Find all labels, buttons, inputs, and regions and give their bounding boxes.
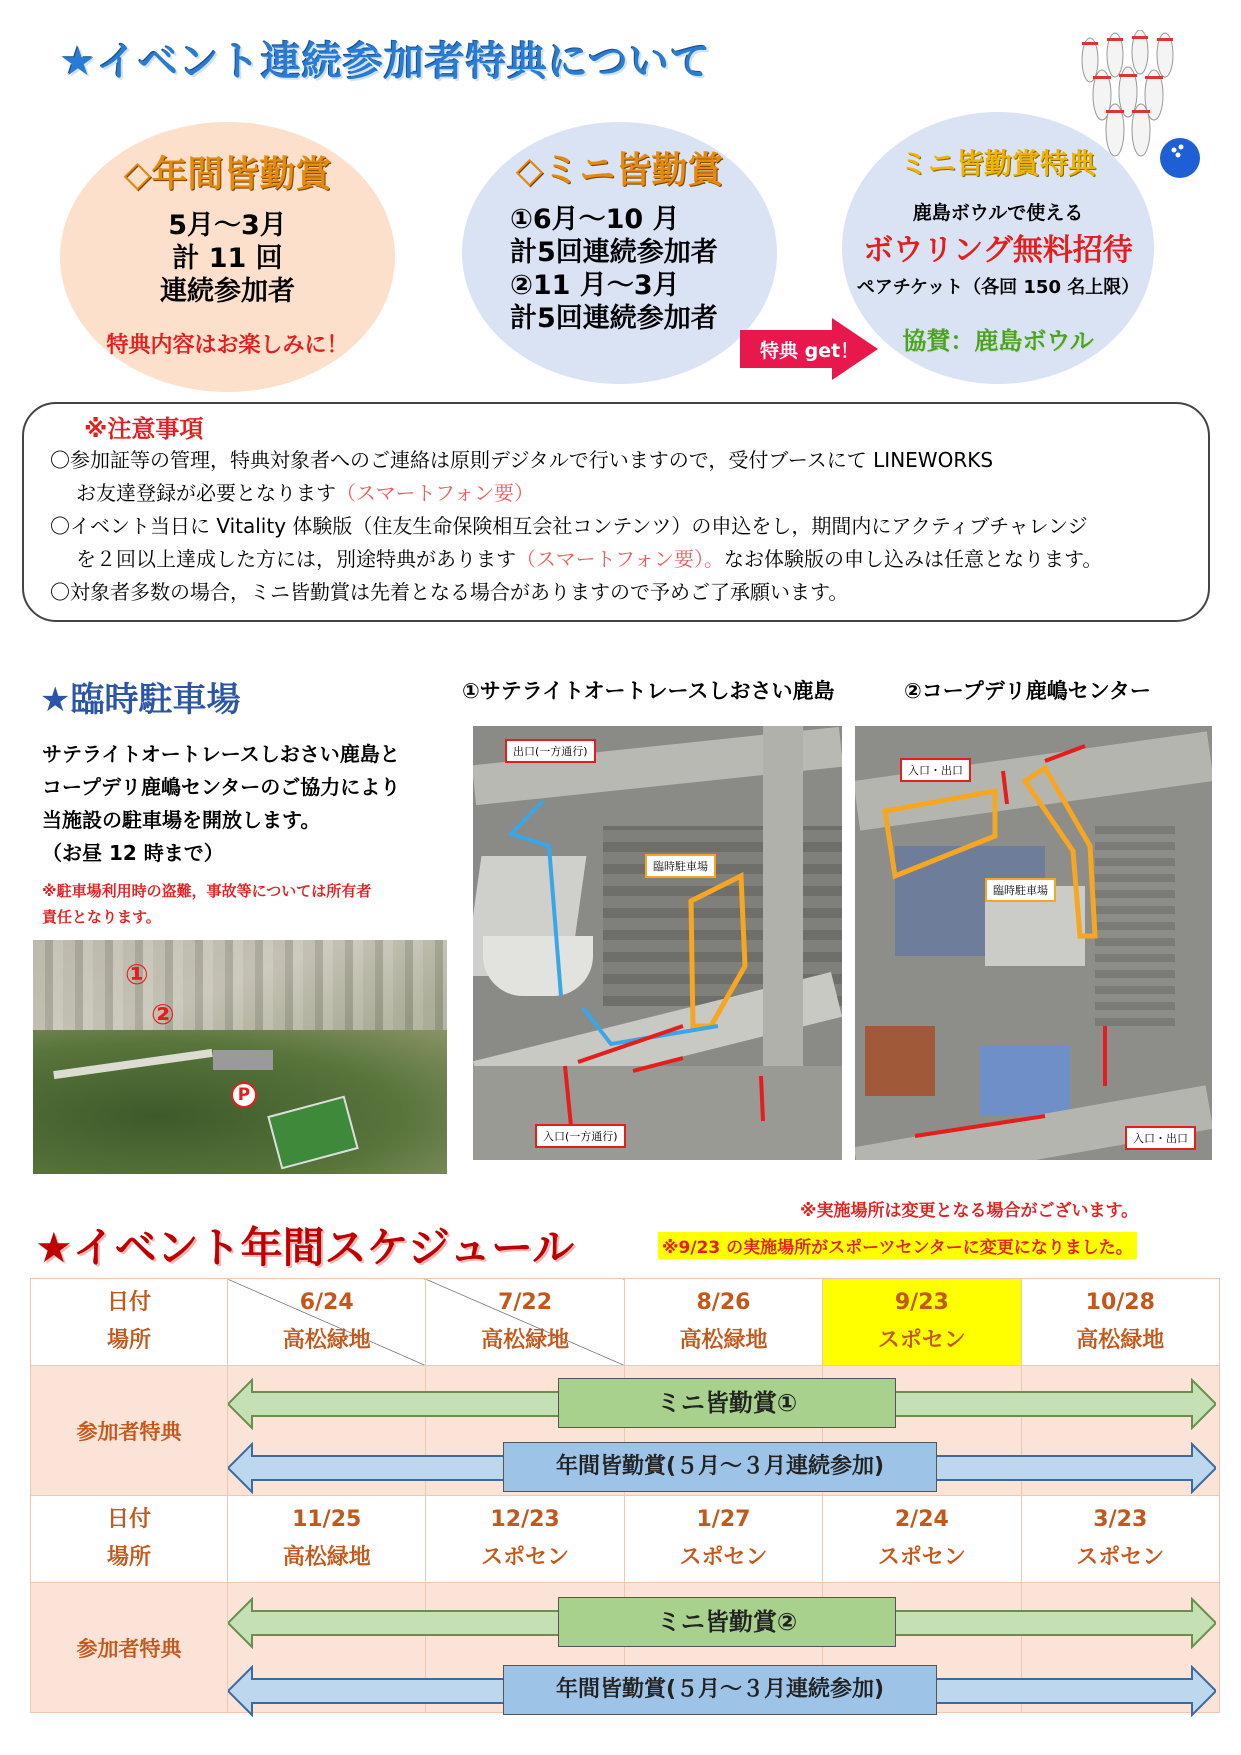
perk-line1: 鹿島ボウルで使える: [912, 202, 1084, 224]
parking-p2: コープデリ鹿嶋センターのご協力により: [42, 775, 401, 799]
cell-date: 9/23: [894, 1290, 949, 1315]
schedule-note1: ※実施場所は変更となる場合がございます。: [800, 1201, 1139, 1221]
site1-exit-label: 出口(一方通行): [505, 739, 596, 763]
site1-entry-label: 入口(一方通行): [535, 1124, 626, 1148]
overview-map: [33, 940, 447, 1174]
schedule-cell: [1021, 1279, 1219, 1366]
get-label: 特典 get！: [760, 340, 860, 362]
date-label: 日付: [106, 1507, 151, 1532]
site1-map: [473, 726, 842, 1160]
schedule-row-dates-2: [31, 1496, 1220, 1583]
date-place-header: [31, 1496, 228, 1583]
notice-line2: お友達登録が必要となります: [76, 481, 336, 505]
site2-lot-label: 臨時駐車場: [985, 878, 1056, 902]
parking-warn2: 責任となります。: [42, 908, 161, 926]
cell-place: スポセン: [1076, 1545, 1165, 1570]
mini1-tag: ミニ皆勤賞①: [558, 1378, 896, 1428]
schedule-cell: [228, 1279, 426, 1366]
cell-place: 高松緑地: [679, 1328, 768, 1353]
cell-place: 高松緑地: [1076, 1328, 1165, 1353]
schedule-cell: [624, 1279, 822, 1366]
schedule-cell: [823, 1496, 1021, 1583]
mini-line2: 計5回連続参加者: [510, 237, 718, 268]
site1-lot-label: 臨時駐車場: [645, 854, 716, 878]
mini-award-title: ◇ミニ皆勤賞: [515, 150, 724, 191]
schedule-cell: [228, 1496, 426, 1583]
annual-line2: 計 11 回: [172, 243, 283, 274]
place-label: 場所: [106, 1328, 151, 1353]
benefit-label: 参加者特典: [31, 1583, 228, 1713]
site2-title: ②コープデリ鹿嶋センター: [904, 679, 1151, 703]
date-place-header: [31, 1279, 228, 1366]
site2-top-label: 入口・出口: [900, 758, 971, 782]
cell-place: 高松緑地: [481, 1328, 570, 1353]
cell-place: スポセン: [877, 1328, 966, 1353]
annual-note: 特典内容はお楽しみに！: [106, 333, 349, 358]
parking-p1: サテライトオートレースしおさい鹿島と: [42, 742, 400, 766]
cell-date: 1/27: [696, 1507, 751, 1532]
mini-line4: 計5回連続参加者: [510, 303, 718, 334]
mini-line1: ①6月～10 月: [510, 204, 680, 235]
perk-circle: [842, 112, 1154, 384]
notice-line4: を２回以上達成した方には，別途特典があります: [76, 547, 516, 571]
map-parking-marker: P: [231, 1082, 257, 1108]
map-marker-1: ①: [125, 958, 149, 991]
perk-sponsor: 協賛：鹿島ボウル: [902, 327, 1094, 355]
cell-date: 7/22: [498, 1290, 553, 1315]
notice-line1: 〇参加証等の管理，特典対象者へのご連絡は原則デジタルで行いますので，受付ブースにて LINEWORKS: [50, 448, 994, 472]
mini-award-circle: [462, 122, 777, 384]
parking-title: ★臨時駐車場: [40, 680, 241, 720]
perk-title: ミニ皆勤賞特典: [899, 147, 1096, 180]
notice-line5: 〇対象者多数の場合，ミニ皆勤賞は先着となる場合がありますので予めご了承願います。: [50, 580, 849, 604]
parking-warn1: ※駐車場利用時の盗難，事故等については所有者: [42, 882, 372, 900]
cell-date: 10/28: [1085, 1290, 1155, 1315]
notice-line3: 〇イベント当日に Vitality 体験版（住友生命保険相互会社コンテンツ）の申込をし，期間内にアクティブチャレンジ: [50, 514, 1088, 538]
notice-title: ※注意事項: [84, 415, 204, 443]
map-marker-2: ②: [151, 998, 175, 1031]
parking-p3: 当施設の駐車場を開放します。: [42, 808, 321, 832]
schedule-row-dates-1: [31, 1279, 1220, 1366]
parking-warning: [42, 878, 371, 930]
notice-line4-note: （スマートフォン要）。: [516, 547, 724, 571]
schedule-note2: ※9/23 の実施場所がスポーツセンターに変更になりました。: [658, 1232, 1137, 1259]
page-title: ★イベント連続参加者特典について: [60, 39, 712, 85]
cell-date: 2/24: [894, 1507, 949, 1532]
site2-map: [855, 726, 1212, 1160]
parking-p4: （お昼 12 時まで）: [42, 841, 224, 865]
annual-award-title: ◇年間皆勤賞: [123, 154, 332, 195]
perk-line3: ペアチケット（各回 150 名上限）: [856, 277, 1140, 298]
site2-bottom-label: 入口・出口: [1125, 1126, 1196, 1150]
cell-date: 8/26: [696, 1290, 751, 1315]
annual2-tag: 年間皆勤賞(５月～３月連続参加): [503, 1665, 937, 1715]
notice-line4-tail: なお体験版の申し込みは任意となります。: [724, 547, 1103, 571]
schedule-cell-highlight: [823, 1279, 1021, 1366]
cell-place: スポセン: [679, 1545, 768, 1570]
annual-award-circle: [60, 122, 395, 392]
annual-line3: 連続参加者: [160, 276, 295, 307]
cell-date: 11/25: [292, 1507, 362, 1532]
place-label: 場所: [106, 1545, 151, 1570]
annual-line1: 5月～3月: [168, 210, 287, 241]
parking-text: [42, 738, 400, 870]
cell-date: 6/24: [299, 1290, 354, 1315]
cell-place: スポセン: [877, 1545, 966, 1570]
cell-date: 12/23: [490, 1507, 560, 1532]
schedule-cell: [1021, 1496, 1219, 1583]
schedule-title: ★イベント年間スケジュール: [35, 1223, 575, 1272]
mini2-tag: ミニ皆勤賞②: [558, 1597, 896, 1647]
schedule-cell: [624, 1496, 822, 1583]
notice-line2-note: （スマートフォン要）: [336, 481, 534, 505]
schedule-cell: [426, 1496, 624, 1583]
cell-date: 3/23: [1093, 1507, 1148, 1532]
benefit-label: 参加者特典: [31, 1366, 228, 1496]
perk-line2: ボウリング無料招待: [863, 233, 1133, 268]
cell-place: スポセン: [481, 1545, 570, 1570]
annual1-tag: 年間皆勤賞(５月～３月連続参加): [503, 1442, 937, 1492]
date-label: 日付: [106, 1290, 151, 1315]
site1-title: ①サテライトオートレースしおさい鹿島: [462, 679, 835, 703]
cell-place: 高松緑地: [282, 1328, 371, 1353]
mini-line3: ②11 月～3月: [510, 270, 680, 301]
schedule-cell: [426, 1279, 624, 1366]
notice-box: [22, 402, 1210, 622]
cell-place: 高松緑地: [282, 1545, 371, 1570]
